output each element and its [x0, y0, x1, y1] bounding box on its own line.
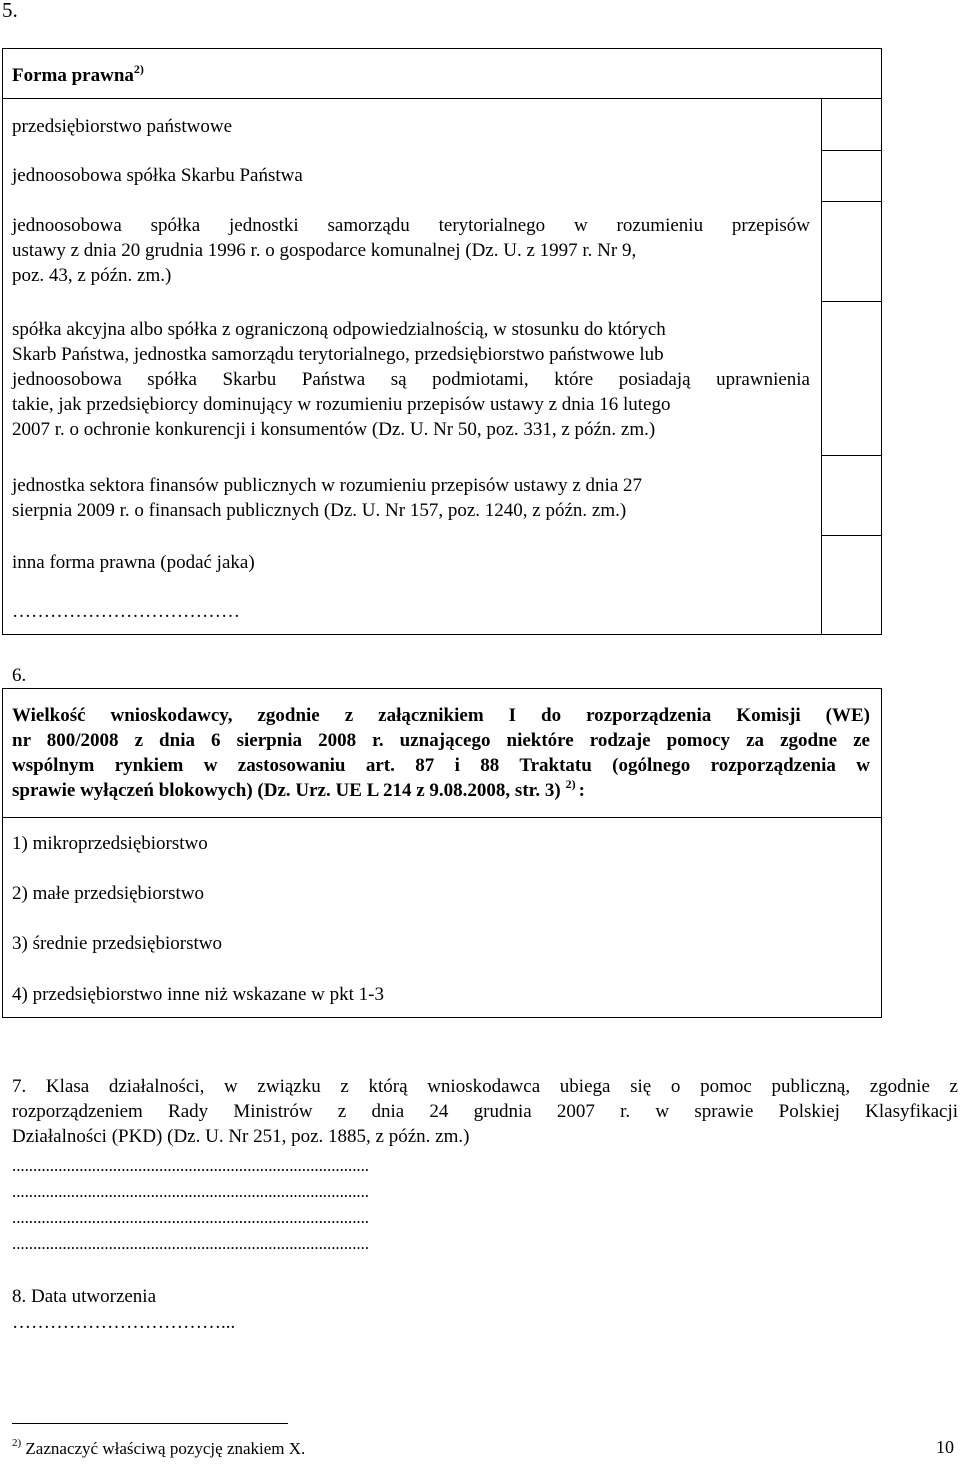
title-colon: : [578, 780, 585, 801]
page-number: 10 [936, 1437, 954, 1457]
option-controlled-company [12, 317, 810, 442]
pkd-dotted-line: ..................................................................................... [12, 1156, 370, 1175]
size-option-small: 2) małe przedsiębiorstwo [12, 883, 205, 904]
section-5-title-text: Forma prawna [12, 65, 134, 86]
footnote-text: Zaznaczyć właściwą pozycję znakiem X. [25, 1439, 306, 1458]
option-line: takie, jak przedsiębiorcy dominujący w rozumieniu przepisów ustawy z dnia 16 lutego [12, 394, 671, 415]
section-7-line: Działalności (PKD) (Dz. U. Nr 251, poz. 1885, z późn. zm.) [12, 1126, 470, 1147]
section-5-title [12, 63, 144, 88]
section-8-label: 8. Data utworzenia [12, 1286, 157, 1307]
section-7-line: 7. Klasa działalności, w związku z którą wnioskodawca ubiega się o pomoc publiczną, zgodnie z [12, 1076, 958, 1097]
option-state-enterprise: przedsiębiorstwo państwowe [12, 116, 233, 137]
footnote-marker: 2) [12, 1437, 22, 1449]
footnote-ref: 2) [565, 777, 576, 791]
section-6-title [12, 703, 870, 803]
footnote-ref: 2) [133, 62, 144, 76]
option-line: Skarb Państwa, jednostka samorządu terytorialnego, przedsiębiorstwo państwowe lub [12, 344, 664, 365]
section-6-number: 6. [12, 665, 27, 686]
option-line: sierpnia 2009 r. o finansach publicznych (Dz. U. Nr 157, poz. 1240, z późn. zm.) [12, 500, 627, 521]
footnote-separator [12, 1423, 288, 1424]
section-7-text [12, 1074, 958, 1149]
checkbox-divider [821, 535, 882, 536]
section-7-line: rozporządzeniem Rady Ministrów z dnia 24 grudnia 2007 r. w sprawie Polskiej Klasyfikacji [12, 1101, 958, 1122]
pkd-dotted-line: ..................................................................................... [12, 1182, 370, 1201]
section-5-number: 5. [2, 0, 18, 22]
size-option-micro: 1) mikroprzedsiębiorstwo [12, 833, 208, 854]
option-line: spółka akcyjna albo spółka z ograniczoną odpowiedzialnością, w stosunku do których [12, 319, 666, 340]
size-option-medium: 3) średnie przedsiębiorstwo [12, 933, 222, 954]
pkd-dotted-line: ..................................................................................... [12, 1208, 370, 1227]
option-other-legal-form: inna forma prawna (podać jaka) [12, 552, 255, 573]
option-line: jednoosobowa spółka jednostki samorządu terytorialnego w rozumieniu przepisów [12, 215, 810, 236]
section-6-title-line: Wielkość wnioskodawcy, zgodnie z załącznikiem I do rozporządzenia Komisji (WE) [12, 705, 870, 726]
checkbox-divider [821, 455, 882, 456]
section-5-header-divider [2, 98, 882, 99]
section-6-title-line: nr 800/2008 z dnia 6 sierpnia 2008 r. uznającego niektóre rodzaje pomocy za zgodne ze [12, 730, 870, 751]
option-municipal-company [12, 213, 810, 288]
size-option-other: 4) przedsiębiorstwo inne niż wskazane w pkt 1-3 [12, 984, 384, 1005]
section-6-title-line: sprawie wyłączeń blokowych) (Dz. Urz. UE L 214 z 9.08.2008, str. 3) [12, 780, 561, 801]
checkbox-divider [821, 301, 882, 302]
option-public-finance-unit [12, 473, 810, 523]
other-legal-form-fill: ……………………………… [12, 601, 240, 622]
checkbox-divider [821, 201, 882, 202]
section-6-title-line: wspólnym rynkiem w zastosowaniu art. 87 i 88 Traktatu (ogólnego rozporządzenia w [12, 755, 870, 776]
option-line: 2007 r. o ochronie konkurencji i konsumentów (Dz. U. Nr 50, poz. 331, z późn. zm.) [12, 419, 656, 440]
option-treasury-company: jednoosobowa spółka Skarbu Państwa [12, 165, 303, 186]
option-line: poz. 43, z późn. zm.) [12, 265, 172, 286]
option-line: jednoosobowa spółka Skarbu Państwa są podmiotami, które posiadają uprawnienia [12, 369, 810, 390]
option-line: jednostka sektora finansów publicznych w rozumieniu przepisów ustawy z dnia 27 [12, 475, 643, 496]
checkbox-divider [821, 150, 882, 151]
section-6-header-divider [2, 817, 882, 818]
footnote [12, 1436, 305, 1461]
pkd-dotted-line: ..................................................................................... [12, 1234, 370, 1253]
creation-date-fill: ……………………………... [12, 1312, 236, 1333]
section-6-title-last-line [12, 778, 870, 803]
section-5-checkbox-column-divider [821, 98, 822, 635]
option-line: ustawy z dnia 20 grudnia 1996 r. o gospodarce komunalnej (Dz. U. z 1997 r. Nr 9, [12, 240, 637, 261]
